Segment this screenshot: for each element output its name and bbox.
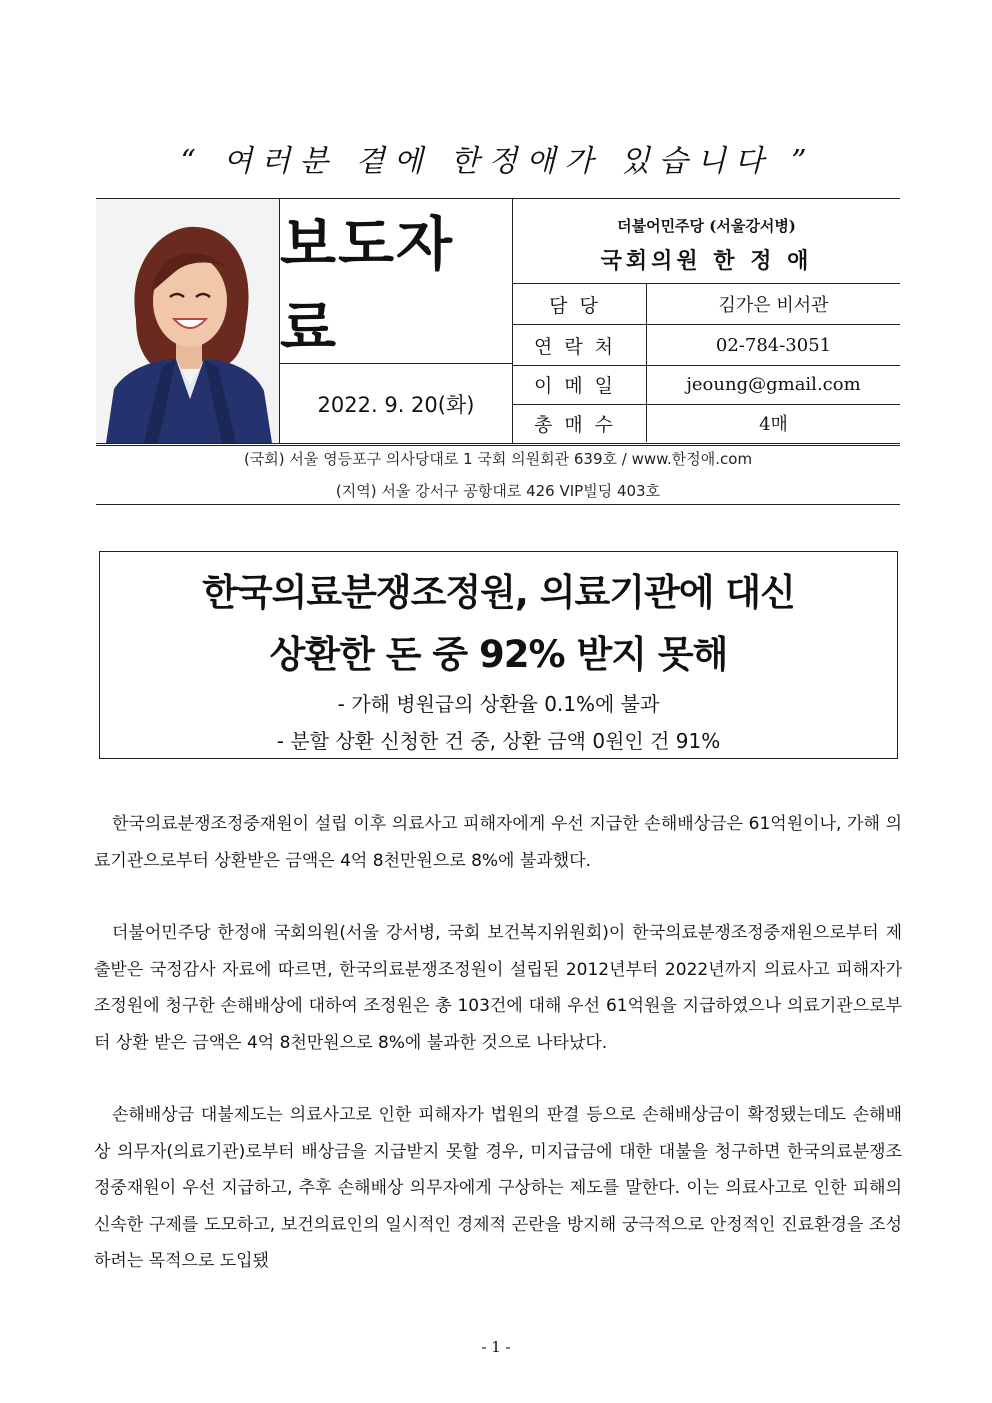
lawmaker-portrait [96,199,280,443]
headline-line-1: 한국의료분쟁조정원, 의료기관에 대신 [202,571,795,614]
portrait-illustration [96,199,279,443]
paragraph: 더불어민주당 한정애 국회의원(서울 강서병, 국회 보건복지위원회)이 한국의료분쟁조정중재원으로부터 제출받은 국정감사 자료에 따르면, 한국의료분쟁조정원이 설립된 2012년부터 2022년까지 의료사고 피해자가 조정원에 청구한 손해배상에 대하여 조정원은 총 103건에 대해 우선 61억원을 지급하였으나 의료기관으로부터 상환 받은 금액은 4억 8천만원으로 8%에 불과한 것으로 나타났다. [94,923,902,1053]
info-value: jeoung@gmail.com [686,373,861,395]
info-label: 총매수 [513,404,647,442]
info-row-phone [513,325,900,366]
party-name: 더불어민주당 (서울강서병) [617,217,796,235]
motto-slogan: “ 여러분 곁에 한정애가 있습니다 ” [180,144,816,179]
headline-line-2: 상환한 돈 중 92% 받지 못해 [269,633,728,676]
paragraph: 한국의료분쟁조정중재원이 설립 이후 의료사고 피해자에게 우선 지급한 손해배상금은 61억원이나, 가해 의료기관으로부터 상환받은 금액은 4억 8천만원으로 8%에 불과했다. [94,814,902,871]
info-row-email [513,364,900,405]
press-release-title: 보도자료 [280,199,513,364]
info-label: 이메일 [513,364,647,404]
headline-box [99,551,898,759]
address-local: (지역) 서울 강서구 공항대로 426 VIP빌딩 403호 [335,482,661,500]
address-national: (국회) 서울 영등포구 의사당대로 1 국회 의원회관 639호 / www.한정애.com [243,450,753,468]
page-number: - 1 - [481,1338,511,1356]
info-row-contact-person [513,284,900,325]
address-divider [96,504,900,505]
info-value: 김가은 비서관 [718,295,829,316]
info-label: 연락처 [513,325,647,365]
subheadline-1: - 가해 병원급의 상환율 0.1%에 불과 [337,692,660,716]
member-name: 국회의원 한 정 애 [600,248,813,274]
press-header-table [96,198,900,446]
info-value: 02-784-3051 [715,334,832,356]
paragraph: 손해배상금 대불제도는 의료사고로 인한 피해자가 법원의 판결 등으로 손해배상금이 확정됐는데도 손해배상 의무자(의료기관)로부터 배상금을 지급받지 못할 경우, 미지급금에 대한 대불을 청구하면 한국의료분쟁조정중재원이 우선 지급하고, 추후 손해배상 의무자에게 구상하는 제도를 말한다. 이는 의료사고로 인한 피해의 신속한 구제를 도모하고, 보건의료인의 일시적인 경제적 곤란을 방지해 궁극적으로 안정적인 진료환경을 조성하려는 목적으로 도입됐 [94,1105,902,1271]
article-body [94,806,902,1316]
info-value: 4매 [759,414,788,435]
info-label: 담당 [513,284,647,324]
info-row-page-count [513,404,900,442]
subheadline-2: - 분할 상환 신청한 건 중, 상환 금액 0원인 건 91% [276,729,721,753]
organization-block [513,199,900,284]
release-date: 2022. 9. 20(화) [280,364,513,443]
